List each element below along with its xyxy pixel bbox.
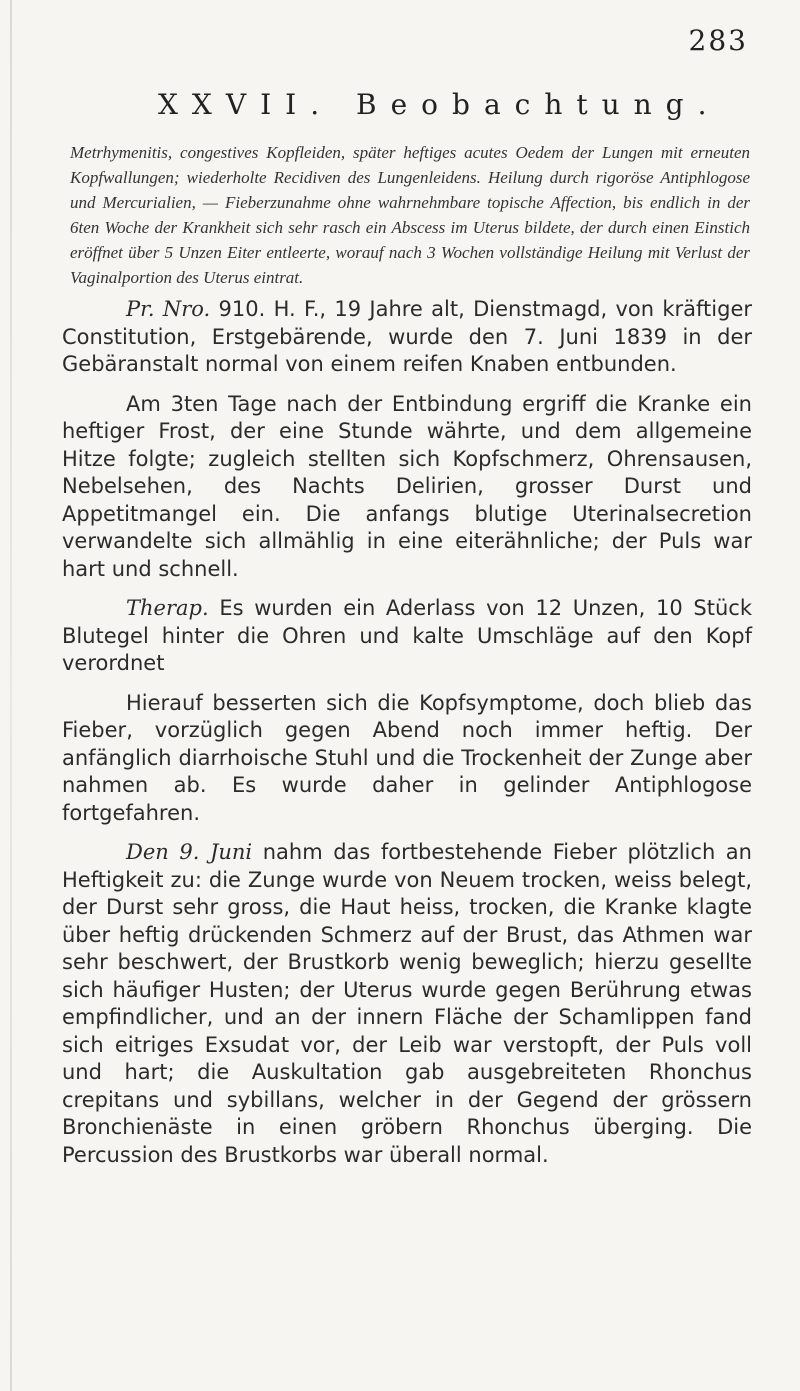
paragraph-text: 910. H. F., 19 Jahre alt, Dienstmagd, von kräftiger Constitution, Erstgebärende, wurde den 7. Juni 1839 in der Gebäranstalt normal von einem reifen Knaben entbunden. bbox=[62, 297, 752, 376]
paragraph-improvement bbox=[62, 690, 752, 828]
paragraph-june-9 bbox=[62, 839, 752, 1169]
page-number: 283 bbox=[688, 24, 748, 57]
paragraph-text: Es wurden ein Aderlass von 12 Unzen, 10 Stück Blutegel hinter die Ohren und kalte Umschläge auf den Kopf verordnet bbox=[62, 596, 752, 675]
paragraph-text: Hierauf besserten sich die Kopfsymptome, doch blieb das Fieber, vorzüglich gegen Abend noch immer heftig. Der anfänglich diarrhoische Stuhl und die Trockenheit der Zunge aber nahmen ab. Es wurde daher in gelinder Antiphlogose fortgefahren. bbox=[62, 690, 752, 825]
observation-heading: XXVII. Beobachtung. bbox=[158, 88, 721, 121]
paragraph-lead: Den 9. Juni bbox=[126, 840, 253, 864]
paragraph-text: Am 3ten Tage nach der Entbindung ergriff die Kranke ein heftiger Frost, der eine Stunde währte, und dem allgemeine Hitze folgte; zugleich stellten sich Kopfschmerz, Ohrensausen, Nebelsehen, des Nachts Delirien, grosser Durst und Appetitmangel ein. Die anfangs blutige Uterinalsecretion verwandelte sich allmählig in eine eiterähnliche; der Puls war hart und schnell. bbox=[62, 391, 752, 581]
paragraph-text: nahm das fortbestehende Fieber plötzlich an Heftigkeit zu: die Zunge wurde von Neuem trocken, weiss belegt, der Durst sehr gross, die Haut heiss, trocken, die Kranke klagte über heftig drückenden Schmerz auf der Brust, das Athmen war sehr beschwert, der Brustkorb wenig beweglich; hierzu gesellte sich häufiger Husten; der Uterus wurde gegen Berührung etwas empfindlicher, und an der innern Fläche der Schamlippen fand sich eitriges Exsudat vor, der Leib war verstopft, der Puls voll und hart; die Auskultation gab ausgebreiteten Rhonchus crepitans und sybillans, welcher in der Gegend der grössern Bronchienäste in einen gröbern Rhonchus überging. Die Percussion des Brustkorbs war überall normal. bbox=[62, 840, 752, 1167]
paragraph-case-intro bbox=[62, 296, 752, 379]
case-body bbox=[62, 296, 752, 1181]
case-summary: Metrhymenitis, congestives Kopfleiden, später heftiges acutes Oedem der Lungen mit erneuten Kopfwallungen; wiederholte Recidiven des Lungenleidens. Heilung durch rigoröse Antiphlogose und Mercurialien, — Fieberzunahme ohne wahrnehmbare topische Affection, bis endlich in der 6ten Woche der Krankheit sich sehr rasch ein Abscess im Uterus bildete, der durch einen Einstich eröffnet über 5 Unzen Eiter entleerte, worauf nach 3 Wochen vollständige Heilung mit Verlust der Vaginalportion des Uterus eintrat. bbox=[70, 143, 750, 287]
paragraph-lead: Pr. Nro. bbox=[126, 297, 211, 321]
paragraph-symptoms bbox=[62, 391, 752, 584]
paragraph-therapy bbox=[62, 595, 752, 678]
paragraph-lead: Therap. bbox=[126, 596, 209, 620]
page-gutter bbox=[10, 0, 12, 1391]
